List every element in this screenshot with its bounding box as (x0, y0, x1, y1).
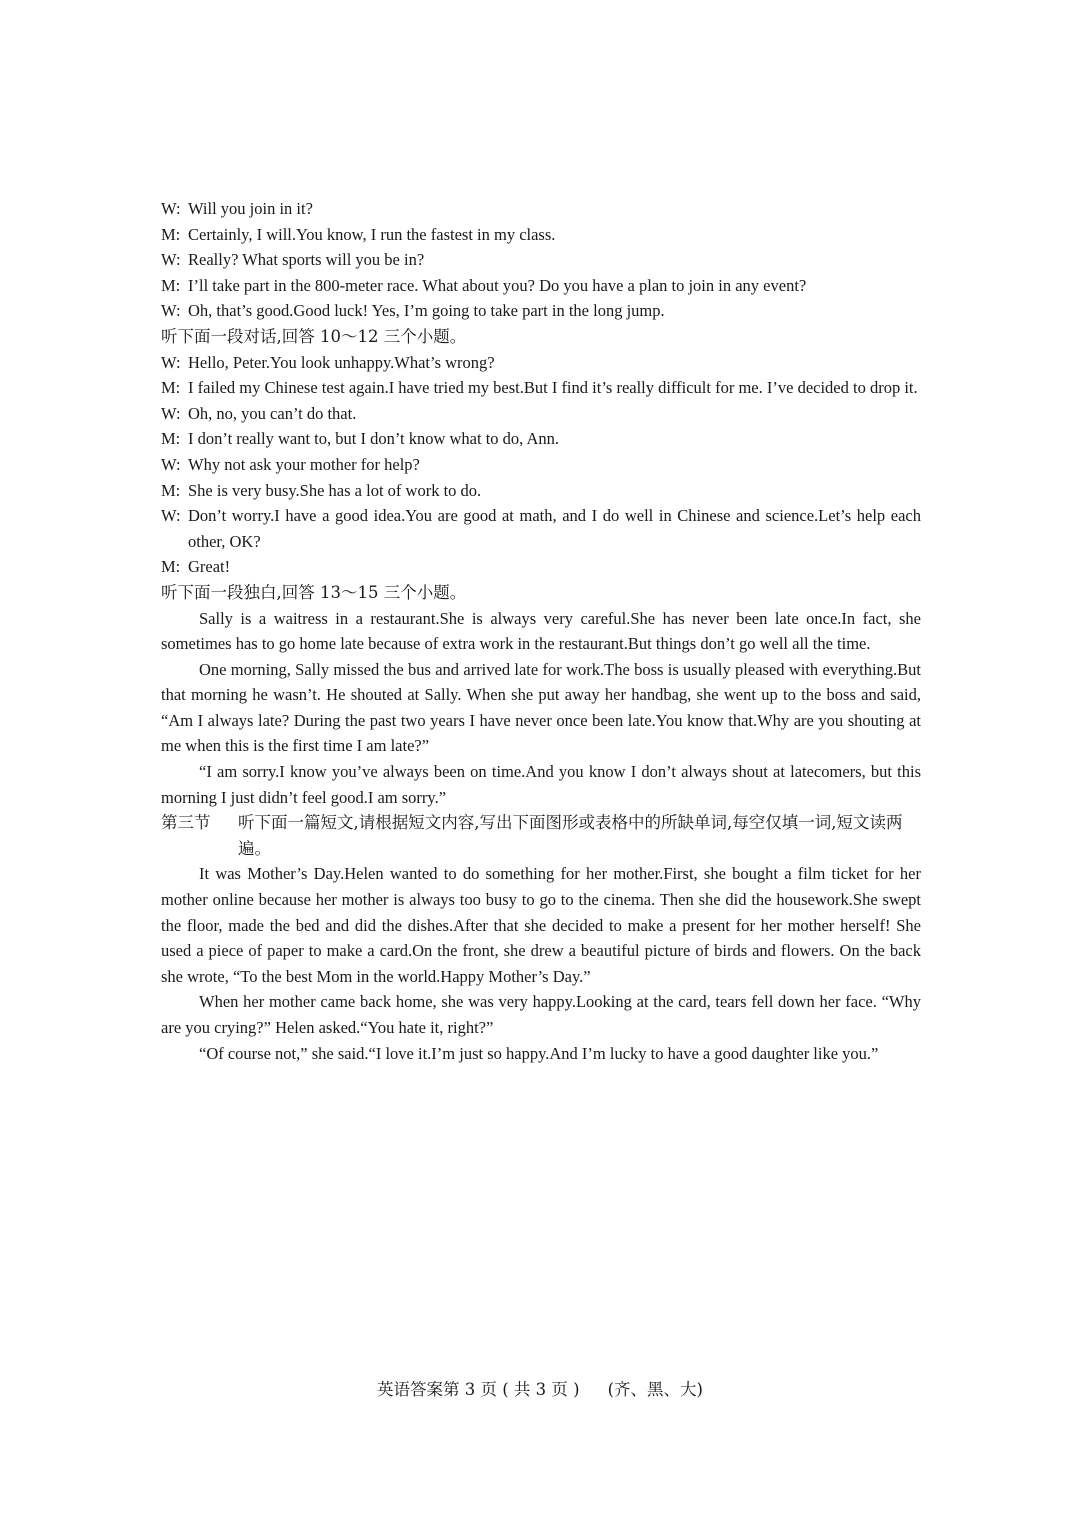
dialogue-text: Hello, Peter.You look unhappy.What’s wrong? (188, 352, 495, 372)
dialogue-text: Oh, that’s good.Good luck! Yes, I’m going to take part in the long jump. (188, 301, 665, 321)
listening-instruction-13-15: 听下面一段独白,回答 13～15 三个小题。 (161, 582, 467, 602)
passage-paragraph: “Of course not,” she said.“I love it.I’m just so happy.And I’m lucky to have a good daughter like you.” (199, 1043, 879, 1063)
passage-paragraph: It was Mother’s Day.Helen wanted to do something for her mother.First, she bought a film ticket for her mother online because her mother is always too busy to go to the cinema. Then she did the housework.She swept the floor, made the bed and did the dishes.After that she decided to make a present for her mother herself! She used a piece of paper to make a card.On the front, she drew a beautiful picture of birds and flowers. On the back she wrote, “To the best Mom in the world.Happy Mother’s Day.” (161, 864, 921, 986)
speaker-label: W: (161, 352, 181, 372)
dialogue-line (161, 222, 921, 248)
dialogue-line (161, 478, 921, 504)
dialogue-text: Don’t worry.I have a good idea.You are good at math, and I do well in Chinese and science.Let’s help each other, OK? (188, 506, 921, 551)
dialogue-line (161, 426, 921, 452)
dialogue-section-2 (161, 350, 921, 580)
speaker-label: M: (161, 557, 181, 577)
passage-paragraph: When her mother came back home, she was very happy.Looking at the card, tears fell down her face. “Why are you crying?” Helen asked.“You hate it, right?” (161, 992, 921, 1037)
dialogue-line (161, 452, 921, 478)
speaker-label: M: (161, 275, 181, 295)
section-3-label: 第三节 (161, 813, 211, 833)
monologue-section (161, 606, 921, 811)
dialogue-text: She is very busy.She has a lot of work to do. (188, 480, 482, 500)
footer-region: (齐、黑、大) (607, 1380, 703, 1399)
speaker-label: W: (161, 454, 181, 474)
dialogue-line (161, 273, 921, 299)
dialogue-line (161, 375, 921, 401)
monologue-paragraph: “I am sorry.I know you’ve always been on time.And you know I don’t always shout at latecomers, but this morning I just didn’t feel good.I am sorry.” (161, 762, 921, 807)
dialogue-text: I’ll take part in the 800-meter race. What about you? Do you have a plan to join in any event? (188, 275, 807, 295)
speaker-label: W: (161, 403, 181, 423)
dialogue-line (161, 503, 921, 554)
speaker-label: M: (161, 224, 181, 244)
dialogue-line (161, 350, 921, 376)
dialogue-text: Really? What sports will you be in? (188, 250, 425, 270)
speaker-label: W: (161, 250, 181, 270)
monologue-paragraph: Sally is a waitress in a restaurant.She is always very careful.She has never been late once.In fact, she sometimes has to go home late because of extra work in the restaurant.But things don’t go well all the time. (161, 608, 921, 654)
speaker-label: M: (161, 378, 181, 398)
section-3-heading (161, 810, 921, 861)
passage-section (161, 861, 921, 1066)
dialogue-line (161, 401, 921, 427)
dialogue-text: Oh, no, you can’t do that. (188, 403, 357, 423)
footer-page-number: 英语答案第 3 页 ( 共 3 页 ) (377, 1380, 580, 1399)
monologue-paragraph: One morning, Sally missed the bus and arrived late for work.The boss is usually pleased with everything.But that morning he wasn’t. He shouted at Sally. When she put away her handbag, she went up to the boss and said, “Am I always late? During the past two years I have never once been late.You know that.Why are you shouting at me when this is the first time I am late?” (161, 659, 921, 756)
dialogue-text: Certainly, I will.You know, I run the fastest in my class. (188, 224, 556, 244)
speaker-label: W: (161, 199, 181, 218)
dialogue-text: Great! (188, 557, 231, 577)
dialogue-section-1 (161, 196, 921, 324)
listening-instruction-10-12: 听下面一段对话,回答 10～12 三个小题。 (161, 326, 467, 346)
answer-sheet-page (161, 196, 921, 1066)
dialogue-text: I failed my Chinese test again.I have tried my best.But I find it’s really difficult for me. I’ve decided to drop it. (188, 378, 918, 398)
section-3-instruction: 听下面一篇短文,请根据短文内容,写出下面图形或表格中的所缺单词,每空仅填一词,短文读两遍。 (238, 813, 903, 858)
dialogue-text: Why not ask your mother for help? (188, 454, 420, 474)
dialogue-text: I don’t really want to, but I don’t know what to do, Ann. (188, 429, 560, 449)
speaker-label: W: (161, 506, 181, 526)
dialogue-text: Will you join in it? (188, 199, 313, 218)
page-footer (0, 1376, 1080, 1400)
dialogue-line (161, 298, 921, 324)
speaker-label: M: (161, 480, 181, 500)
speaker-label: W: (161, 301, 181, 321)
dialogue-line (161, 196, 921, 222)
speaker-label: M: (161, 429, 181, 449)
dialogue-line (161, 247, 921, 273)
dialogue-line (161, 554, 921, 580)
